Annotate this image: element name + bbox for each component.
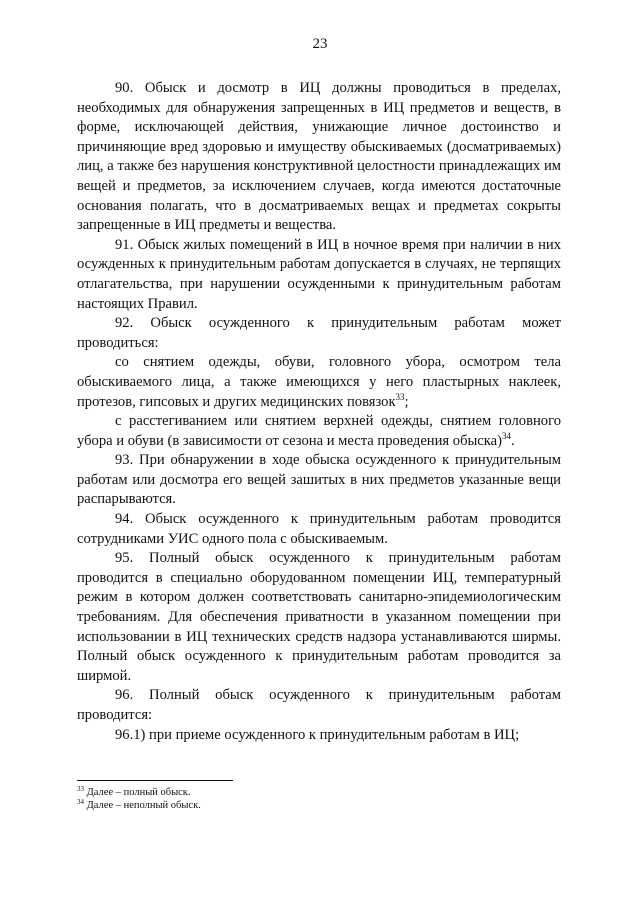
footnote-ref-33[interactable]: 33	[395, 391, 405, 402]
paragraph-92: 92. Обыск осужденного к принудительным работам может проводиться:	[77, 315, 561, 351]
paragraph-93: 93. При обнаружении в ходе обыска осужденного к принудительным работам или досмотра его вещей зашитых в них предметов указанные вещи распарываются.	[77, 452, 561, 508]
footnote-mark: 33	[77, 785, 84, 793]
paragraph-tail: .	[511, 432, 515, 449]
footnote-mark: 34	[77, 798, 84, 806]
paragraph-95: 95. Полный обыск осужденного к принудительным работам проводится в специально оборудованном помещении ИЦ, температурный режим в котором должен соответствовать санитарно-эпидемиологическим требованиям. Для обеспечения приватности в указанном помещении при использовании в ИЦ технических средств надзора устанавливаются ширмы. Полный обыск осужденного к принудительным работам проводится за ширмой.	[77, 550, 561, 684]
paragraph-91: 91. Обыск жилых помещений в ИЦ в ночное время при наличии в них осужденных к принудительным работам допускается в случаях, не терпящих отлагательства, при нарушении осужденными к принудительным работам настоящих Правил.	[77, 236, 561, 312]
footnote-34	[77, 799, 201, 812]
paragraph-96-1: 96.1) при приеме осужденного к принудительным работам в ИЦ;	[115, 726, 520, 743]
paragraph-text: со снятием одежды, обуви, головного убора, осмотром тела обыскиваемого лица, а также имеющихся у него пластырных наклеек, протезов, гипсовых и других медицинских повязок	[77, 354, 561, 410]
body-text	[77, 79, 561, 745]
paragraph-96: 96. Полный обыск осужденного к принудительным работам проводится:	[77, 687, 561, 723]
footnote-text: Далее – полный обыск.	[84, 787, 191, 798]
footnote-33	[77, 786, 201, 799]
paragraph-tail: ;	[404, 393, 409, 410]
footnotes	[77, 786, 201, 812]
footnote-ref-34[interactable]: 34	[502, 430, 511, 441]
page-number: 23	[312, 36, 328, 52]
paragraph-text: с расстегиванием или снятием верхней одежды, снятием головного убора и обуви (в зависимости от сезона и места проведения обыска)	[77, 413, 561, 449]
footnote-text: Далее – неполный обыск.	[84, 800, 201, 811]
paragraph-92-item-1	[77, 353, 561, 412]
paragraph-90: 90. Обыск и досмотр в ИЦ должны проводиться в пределах, необходимых для обнаружения запрещенных в ИЦ предметов и веществ, в форме, исключающей действия, унижающие личное достоинство и причиняющие вред здоровью и имуществу обыскиваемых (досматриваемых) лиц, а также без нарушения конструктивной целостности принадлежащих им вещей и предметов, за исключением случаев, когда имеются достаточные основания полагать, что в досматриваемых вещах и предметах сокрыты запрещенные в ИЦ предметы и вещества.	[77, 80, 561, 234]
paragraph-94: 94. Обыск осужденного к принудительным работам проводится сотрудниками УИС одного пола с обыскиваемым.	[77, 511, 561, 547]
footnote-divider	[77, 780, 233, 781]
paragraph-92-item-2	[77, 412, 561, 451]
